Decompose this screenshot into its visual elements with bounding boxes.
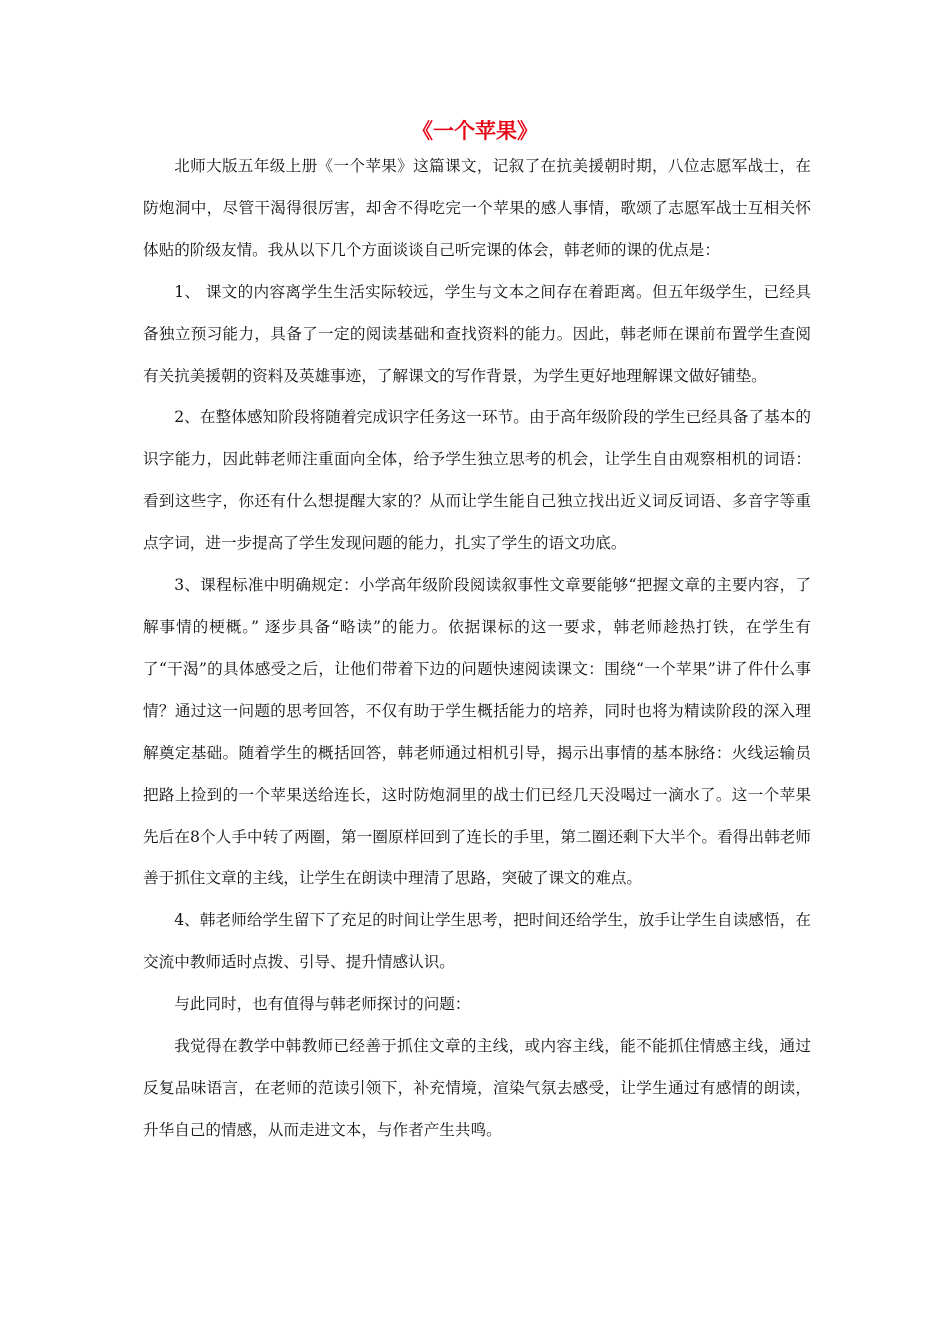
paragraph-point-3: 3、课程标准中明确规定：小学高年级阶段阅读叙事性文章要能够“把握文章的主要内容，了解事情的梗概。” 逐步具备“略读”的能力。依据课标的这一要求，韩老师趁热打铁，在学生有了“干渴”的具体感受之后，让他们带着下边的问题快速阅读课文：围绕“一个苹果”讲了件什么事情？通过这一问题的思考回答，不仅有助于学生概括能力的培养，同时也将为精读阶段的深入理解奠定基础。随着学生的概括回答，韩老师通过相机引导，揭示出事情的基本脉络：火线运输员把路上捡到的一个苹果送给连长，这时防炮洞里的战士们已经几天没喝过一滴水了。这一个苹果先后在8个人手中转了两圈，第一圈原样回到了连长的手里，第二圈还剩下大半个。看得出韩老师善于抓住文章的主线，让学生在朗读中理清了思路，突破了课文的难点。 [143, 576, 811, 888]
document-body [143, 146, 811, 1152]
paragraph-point-4: 4、韩老师给学生留下了充足的时间让学生思考，把时间还给学生，放手让学生自读感悟，在交流中教师适时点拨、引导、提升情感认识。 [143, 911, 811, 972]
paragraph-intro: 北师大版五年级上册《一个苹果》这篇课文，记叙了在抗美援朝时期，八位志愿军战士，在防炮洞中，尽管干渴得很厉害，却舍不得吃完一个苹果的感人事情，歌颂了志愿军战士互相关怀体贴的阶级友情。我从以下几个方面谈谈自己听完课的体会，韩老师的课的优点是： [143, 157, 811, 259]
document-title: 《一个苹果》 [412, 118, 538, 143]
paragraph-point-2: 2、在整体感知阶段将随着完成识字任务这一环节。由于高年级阶段的学生已经具备了基本的识字能力，因此韩老师注重面向全体，给予学生独立思考的机会，让学生自由观察相机的词语：看到这些字，你还有什么想提醒大家的？从而让学生能自己独立找出近义词反词语、多音字等重点字词，进一步提高了学生发现问题的能力，扎实了学生的语文功底。 [143, 408, 811, 553]
paragraph-point-1: 1、 课文的内容离学生生活实际较远，学生与文本之间存在着距离。但五年级学生，已经具备独立预习能力，具备了一定的阅读基础和查找资料的能力。因此，韩老师在课前布置学生查阅有关抗美援朝的资料及英雄事迹，了解课文的写作背景，为学生更好地理解课文做好铺垫。 [143, 282, 811, 385]
paragraph-discussion-intro: 与此同时，也有值得与韩老师探讨的问题： [174, 995, 471, 1014]
paragraph-suggestion: 我觉得在教学中韩教师已经善于抓住文章的主线，或内容主线，能不能抓住情感主线，通过反复品味语言，在老师的范读引领下，补充情境，渲染气氛去感受，让学生通过有感情的朗读，升华自己的情感，从而走进文本，与作者产生共鸣。 [143, 1037, 811, 1139]
